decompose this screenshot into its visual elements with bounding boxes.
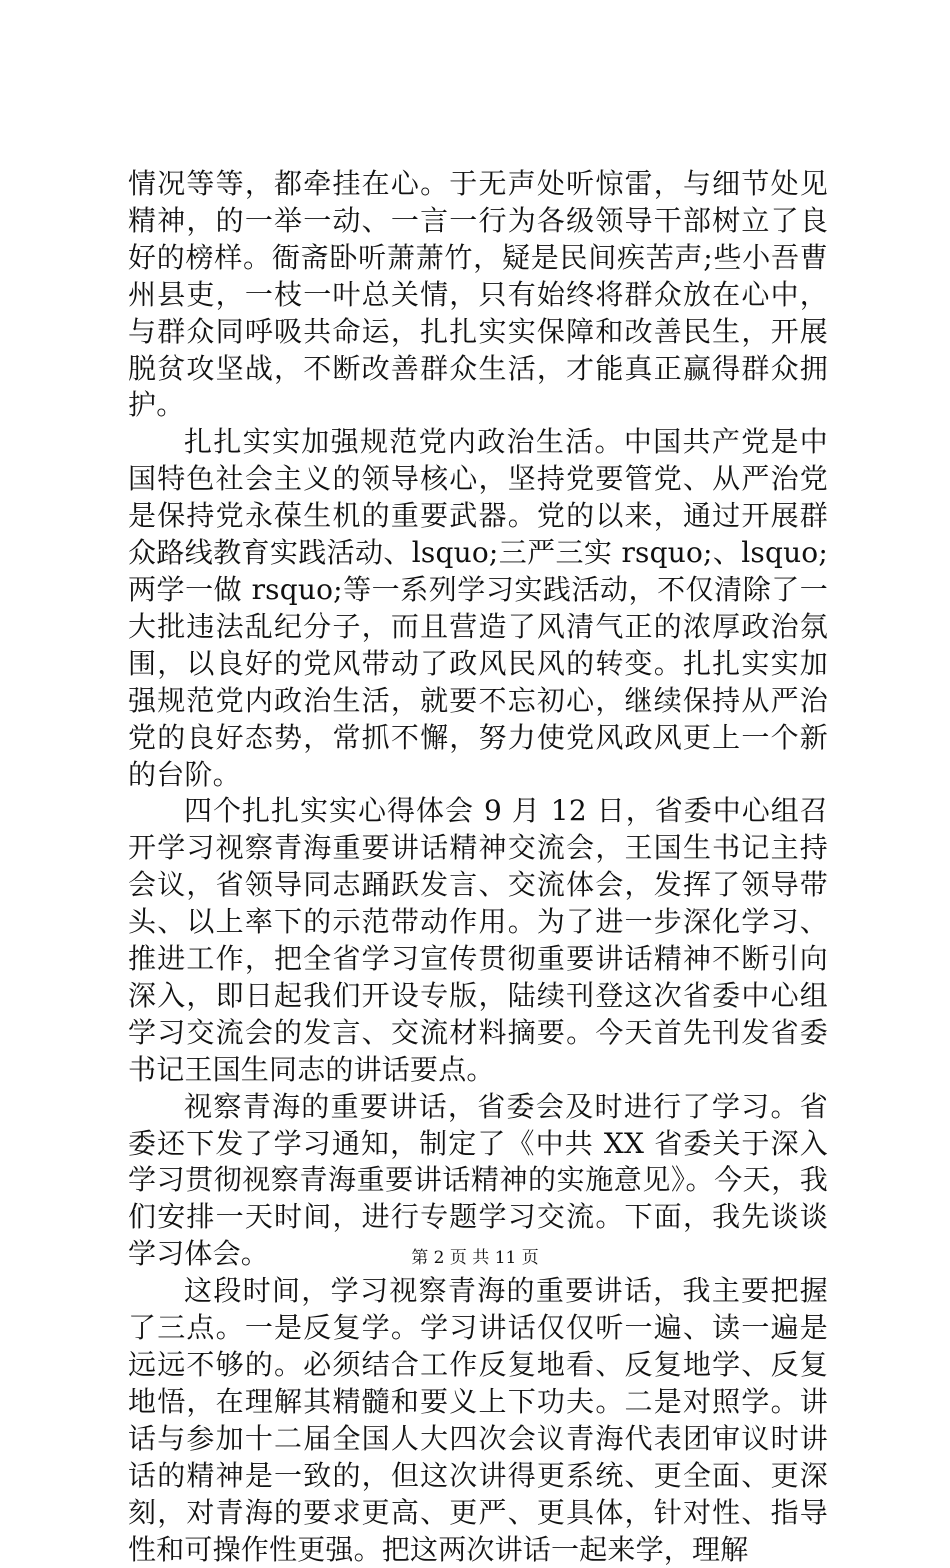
paragraph-2: 扎扎实实加强规范党内政治生活。中国共产党是中国特色社会主义的领导核心，坚持党要管党、从严治党是保持党永葆生机的重要武器。党的以来，通过开展群众路线教育实践活动、lsquo;三严三实 rsquo;、lsquo;两学一做 rsquo;等一系列学习实践活动，不仅清除了一大批违法乱纪分子，而且营造了风清气正的浓厚政治氛围，以良好的党风带动了政风民风的转变。扎扎实实加强规范党内政治生活，就要不忘初心，继续保持从严治党的良好态势，常抓不懈，努力使党风政风更上一个新的台阶。 [128,425,828,791]
paragraph-5: 这段时间，学习视察青海的重要讲话，我主要把握了三点。一是反复学。学习讲话仅仅听一遍、读一遍是远远不够的。必须结合工作反复地看、反复地学、反复地悟，在理解其精髓和要义上下功夫。二是对照学。讲话与参加十二届全国人大四次会议青海代表团审议时讲话的精神是一致的，但这次讲得更系统、更全面、更深刻，对青海的要求更高、更严、更具体，针对性、指导性和可操作性更强。把这两次讲话一起来学，理解 [128,1274,828,1566]
paragraph-1: 情况等等，都牵挂在心。于无声处听惊雷，与细节处见精神，的一举一动、一言一行为各级领导干部树立了良好的榜样。衙斋卧听萧萧竹，疑是民间疾苦声;些小吾曹州县吏，一枝一叶总关情，只有始终将群众放在心中，与群众同呼吸共命运，扎扎实实保障和改善民生，开展脱贫攻坚战，不断改善群众生活，才能真正赢得群众拥护。 [128,167,828,422]
paragraph-3: 四个扎扎实实心得体会 9 月 12 日，省委中心组召开学习视察青海重要讲话精神交流会，王国生书记主持会议，省领导同志踊跃发言、交流体会，发挥了领导带头、以上率下的示范带动作用。为了进一步深化学习、推进工作，把全省学习宣传贯彻重要讲话精神不断引向深入，即日起我们开设专版，陆续刊登这次省委中心组学习交流会的发言、交流材料摘要。今天首先刊发省委书记王国生同志的讲话要点。 [128,794,828,1086]
paragraph-4: 视察青海的重要讲话，省委会及时进行了学习。省委还下发了学习通知，制定了《中共 XX 省委关于深入学习贯彻视察青海重要讲话精神的实施意见》。今天，我们安排一天时间，进行专题学习交流。下面，我先谈谈学习体会。 [128,1089,828,1271]
page-number-footer: 第 2 页 共 11 页 [411,1248,539,1268]
document-body [128,166,828,1568]
